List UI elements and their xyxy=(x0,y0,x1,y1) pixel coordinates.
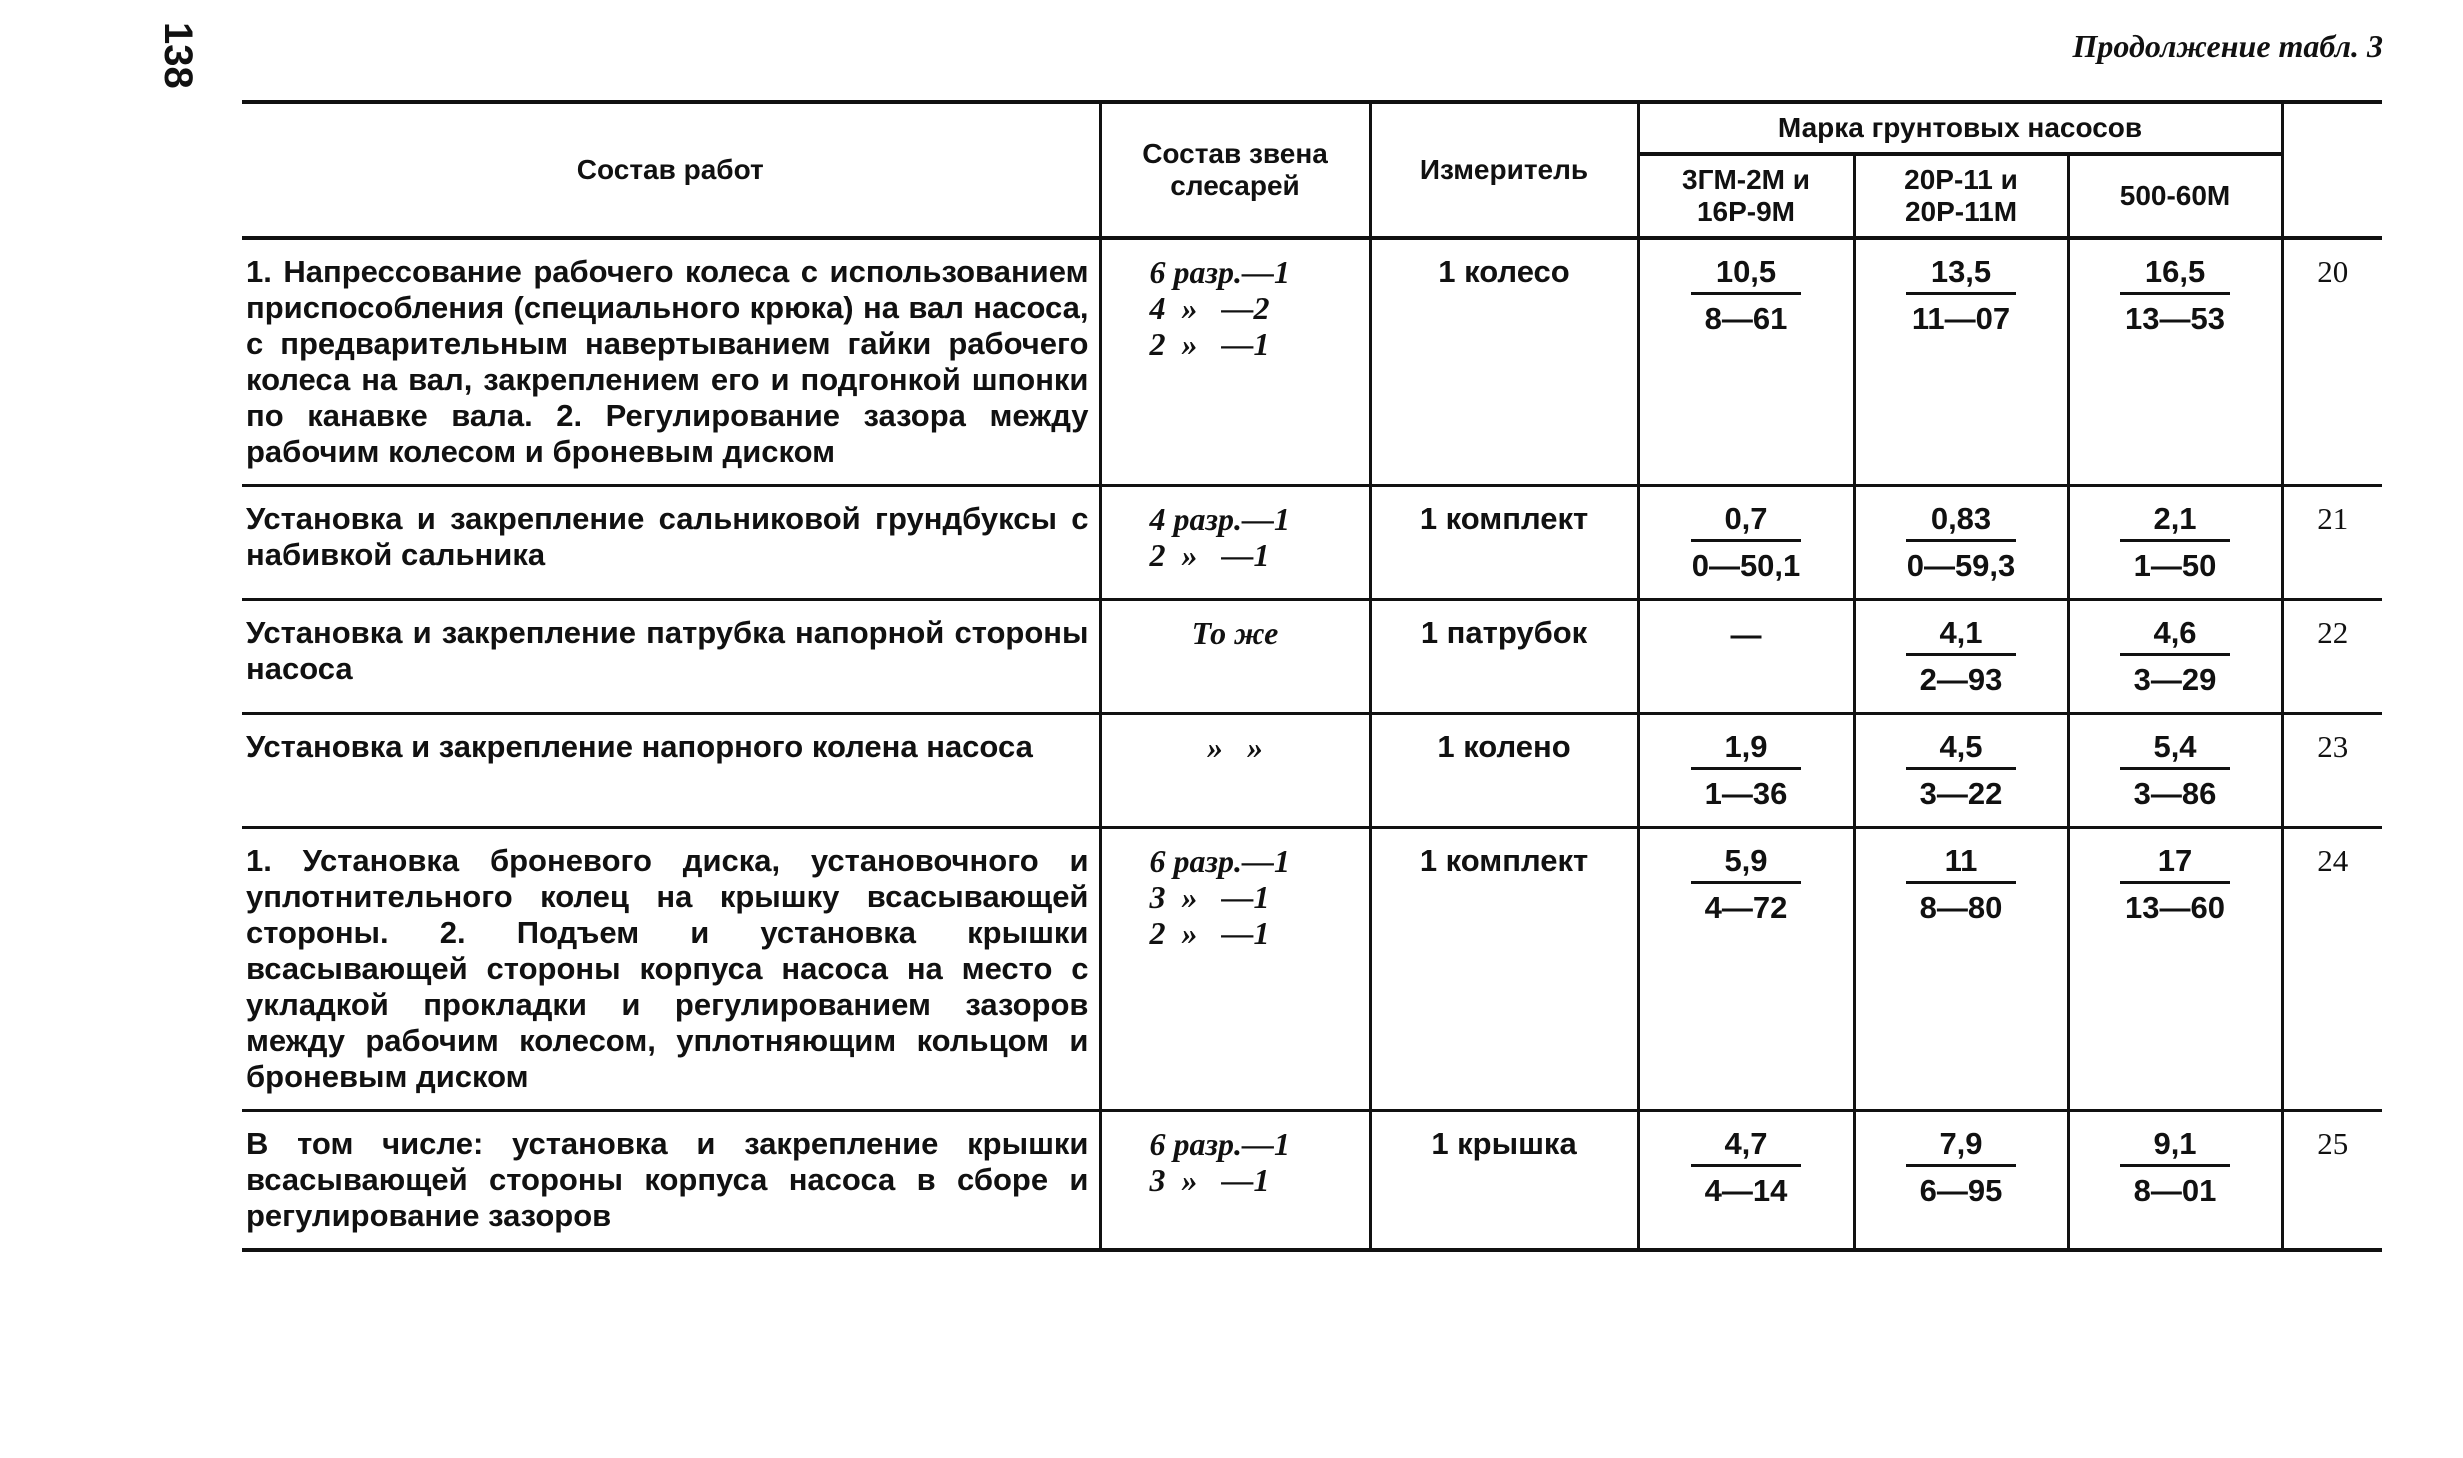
rate-cost: 4—72 xyxy=(1704,890,1788,925)
page-number: 138 xyxy=(156,22,200,89)
row-number: 24 xyxy=(2282,828,2382,1111)
labor-time: 4,6 xyxy=(2120,615,2230,656)
header-pump-3: 500-60М xyxy=(2068,154,2282,238)
labor-time: 4,1 xyxy=(1906,615,2016,656)
norm-value-cell xyxy=(1854,1111,2068,1251)
rate-cost: 3—86 xyxy=(2133,776,2217,811)
crew-composition: 6 разр.—1 4 » —2 2 » —1 xyxy=(1100,238,1370,486)
norm-fraction xyxy=(2120,729,2230,812)
norm-fraction xyxy=(2120,254,2230,337)
labor-time: 4,5 xyxy=(1906,729,2016,770)
table-continuation-label: Продолжение табл. 3 xyxy=(2072,28,2383,64)
norm-value-cell xyxy=(1638,828,1854,1111)
labor-time: 13,5 xyxy=(1906,254,2016,295)
norm-value-cell xyxy=(1638,714,1854,828)
labor-time: 1,9 xyxy=(1691,729,1801,770)
table-body xyxy=(242,238,2382,1250)
labor-time: 0,83 xyxy=(1906,501,2016,542)
crew-composition: То же xyxy=(1100,600,1370,714)
rate-cost: 8—01 xyxy=(2133,1173,2217,1208)
labor-time: 17 xyxy=(2120,843,2230,884)
rate-cost: 1—36 xyxy=(1704,776,1788,811)
norm-value-cell xyxy=(1638,238,1854,486)
crew-composition: » » xyxy=(1100,714,1370,828)
labor-time: 4,7 xyxy=(1691,1126,1801,1167)
norm-value-cell xyxy=(1854,238,2068,486)
rate-cost: 8—61 xyxy=(1704,301,1788,336)
norm-value-cell xyxy=(2068,714,2282,828)
norm-fraction xyxy=(1691,501,1801,584)
labor-time: 5,9 xyxy=(1691,843,1801,884)
crew-composition: 6 разр.—1 3 » —1 xyxy=(1100,1111,1370,1251)
labor-time: 5,4 xyxy=(2120,729,2230,770)
row-number: 23 xyxy=(2282,714,2382,828)
norms-table xyxy=(242,100,2382,1252)
labor-time: 11 xyxy=(1906,843,2016,884)
work-description: Установка и закрепление сальниковой грундбуксы с набивкой сальника xyxy=(242,486,1100,600)
rate-cost: 6—95 xyxy=(1919,1173,2003,1208)
header-crew: Состав звена слесарей xyxy=(1100,102,1370,238)
norm-value-cell xyxy=(1638,600,1854,714)
labor-time: 2,1 xyxy=(2120,501,2230,542)
norm-value-cell xyxy=(1638,486,1854,600)
norm-value-cell xyxy=(2068,600,2282,714)
rate-cost: 2—93 xyxy=(1919,662,2003,697)
rate-cost: 3—22 xyxy=(1919,776,2003,811)
header-pump-1: 3ГМ-2М и 16Р-9М xyxy=(1638,154,1854,238)
unit-of-measure: 1 колено xyxy=(1370,714,1638,828)
rate-cost: 8—80 xyxy=(1919,890,2003,925)
row-number: 21 xyxy=(2282,486,2382,600)
table-row xyxy=(242,828,2382,1111)
labor-time: 9,1 xyxy=(2120,1126,2230,1167)
unit-of-measure: 1 колесо xyxy=(1370,238,1638,486)
table-row xyxy=(242,714,2382,828)
norm-fraction xyxy=(1906,501,2016,584)
norm-value-cell xyxy=(2068,828,2282,1111)
header-pump-2: 20Р-11 и 20Р-11М xyxy=(1854,154,2068,238)
unit-of-measure: 1 патрубок xyxy=(1370,600,1638,714)
unit-of-measure: 1 крышка xyxy=(1370,1111,1638,1251)
work-description: 1. Установка броневого диска, установочного и уплотнительного колец на крышку всасывающей стороны. 2. Подъем и установка крышки всасывающей стороны корпуса насоса на место с укладкой прокладки и регулированием зазоров между рабочим колесом, уплотняющим кольцом и броневым диском xyxy=(242,828,1100,1111)
norm-fraction xyxy=(1906,843,2016,926)
crew-composition: 6 разр.—1 3 » —1 2 » —1 xyxy=(1100,828,1370,1111)
rate-cost: 13—53 xyxy=(2125,301,2225,336)
no-value-dash: — xyxy=(1730,617,1762,652)
rate-cost: 0—50,1 xyxy=(1691,548,1801,583)
labor-time: 7,9 xyxy=(1906,1126,2016,1167)
table-row xyxy=(242,486,2382,600)
labor-time: 10,5 xyxy=(1691,254,1801,295)
row-number: 22 xyxy=(2282,600,2382,714)
crew-composition: 4 разр.—1 2 » —1 xyxy=(1100,486,1370,600)
norm-value-cell xyxy=(1854,600,2068,714)
norm-fraction xyxy=(1906,254,2016,337)
norm-fraction xyxy=(1691,254,1801,337)
norm-value-cell xyxy=(1854,714,2068,828)
norm-value-cell xyxy=(2068,1111,2282,1251)
work-description: В том числе: установка и закрепление крышки всасывающей стороны корпуса насоса в сборе и регулирование зазоров xyxy=(242,1111,1100,1251)
norm-fraction xyxy=(1906,729,2016,812)
rate-cost: 0—59,3 xyxy=(1906,548,2016,583)
table-row xyxy=(242,1111,2382,1251)
work-description: 1. Напрессование рабочего колеса с использованием приспособления (специального крюка) на вал насоса, с предварительным навертыванием гайки рабочего колеса на вал, закреплением его и подгонкой шпонки по канавке вала. 2. Регулирование зазора между рабочим колесом и броневым диском xyxy=(242,238,1100,486)
norm-fraction xyxy=(2120,501,2230,584)
norm-fraction xyxy=(1691,729,1801,812)
norm-value-cell xyxy=(1854,486,2068,600)
rate-cost: 1—50 xyxy=(2133,548,2217,583)
unit-of-measure: 1 комплект xyxy=(1370,486,1638,600)
work-description: Установка и закрепление патрубка напорной стороны насоса xyxy=(242,600,1100,714)
header-work: Состав работ xyxy=(242,102,1100,238)
labor-time: 16,5 xyxy=(2120,254,2230,295)
norm-fraction xyxy=(2120,1126,2230,1209)
work-description: Установка и закрепление напорного колена насоса xyxy=(242,714,1100,828)
table-row xyxy=(242,600,2382,714)
norm-fraction xyxy=(2120,843,2230,926)
rate-cost: 11—07 xyxy=(1911,301,2011,336)
unit-of-measure: 1 комплект xyxy=(1370,828,1638,1111)
norm-fraction xyxy=(1691,1126,1801,1209)
norm-fraction xyxy=(1906,1126,2016,1209)
header-pump-group: Марка грунтовых насосов xyxy=(1638,102,2282,154)
row-number: 25 xyxy=(2282,1111,2382,1251)
norm-value-cell xyxy=(2068,486,2282,600)
rate-cost: 4—14 xyxy=(1704,1173,1788,1208)
norm-fraction xyxy=(1906,615,2016,698)
norm-fraction xyxy=(1691,843,1801,926)
labor-time: 0,7 xyxy=(1691,501,1801,542)
header-unit: Измеритель xyxy=(1370,102,1638,238)
rate-cost: 13—60 xyxy=(2125,890,2225,925)
norm-value-cell xyxy=(1638,1111,1854,1251)
norm-value-cell xyxy=(1854,828,2068,1111)
row-number: 20 xyxy=(2282,238,2382,486)
norm-fraction xyxy=(2120,615,2230,698)
header-rownum xyxy=(2282,102,2382,238)
rate-cost: 3—29 xyxy=(2133,662,2217,697)
norm-value-cell xyxy=(2068,238,2282,486)
table-row xyxy=(242,238,2382,486)
